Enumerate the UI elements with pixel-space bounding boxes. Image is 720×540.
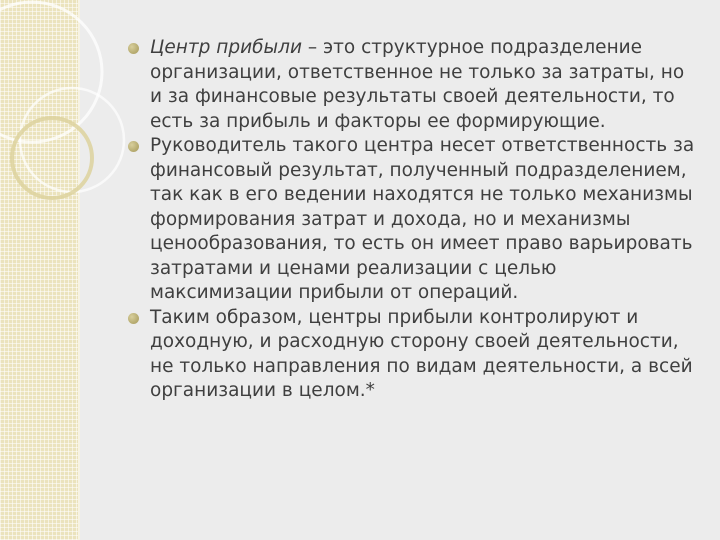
bullet-text: Таким образом, центры прибыли контролируют и доходную, и расходную сторону своей деятельности, не только направления по видам деятельности, а всей организации в целом.* [150,306,693,401]
bullet-item [128,306,700,404]
bullet-text: Руководитель такого центра несет ответственность за финансовый результат, полученный подразделением, так как в его ведении находятся не только механизмы формирования затрат и дохода, но и механизмы ценообразования, то есть он имеет право варьировать затратами и ценами реализации с целью максимизации прибыли от операций. [150,135,695,303]
band-divider [78,0,80,540]
term-highlight: Центр прибыли [150,37,302,58]
round-bullet-icon [128,313,139,324]
round-bullet-icon [128,43,139,54]
round-bullet-icon [128,141,139,152]
decorative-band [0,0,78,540]
bullet-text: – это структурное подразделение организации, ответственное не только за затраты, но и за финансовые результаты своей деятельности, то есть за прибыль и факторы ее формирующие. [150,37,685,132]
bullet-item [128,134,700,306]
bullet-item [128,36,700,134]
slide-body [128,36,700,404]
